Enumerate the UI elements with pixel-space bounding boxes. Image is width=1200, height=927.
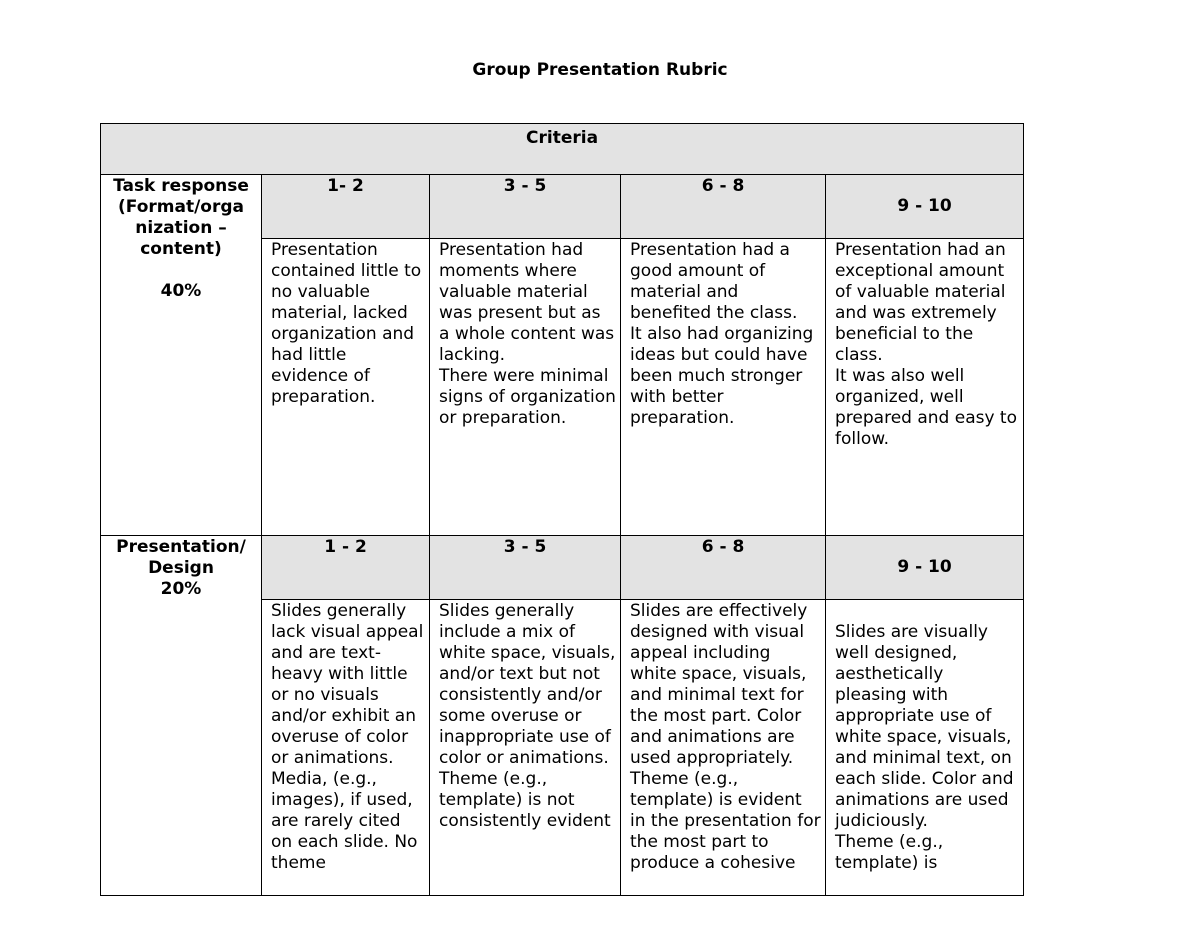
- description-text: Presentation contained little to no valuable material, lacked organization and had little evidence of preparation.: [271, 240, 422, 407]
- description-text: There were minimal signs of organization or preparation.: [439, 366, 616, 428]
- description-text: Theme (e.g., template) is evident in the presentation for the most part to produce a cohesive: [630, 769, 821, 873]
- description-cell: [262, 239, 430, 536]
- criterion-weight: 20%: [160, 579, 202, 599]
- score-range: 1- 2: [262, 175, 430, 239]
- score-range: 6 - 8: [621, 175, 826, 239]
- description-text: Theme (e.g., template) is not consistently evident: [439, 769, 611, 831]
- description-text: Slides generally lack visual appeal and are text-heavy with little or no visuals and/or exhibit an overuse of color or animations.: [271, 601, 424, 768]
- criterion-weight: 40%: [160, 281, 202, 301]
- task-response-label-cell: [101, 175, 262, 536]
- score-range: 9 - 10: [826, 536, 1024, 600]
- description-text: Presentation had an exceptional amount of valuable material and was extremely beneficial to the class.: [835, 240, 1006, 365]
- description-text: It was also well organized, well prepared and easy to follow.: [835, 366, 1017, 449]
- score-range: 9 - 10: [826, 175, 1024, 239]
- criteria-header-row: [101, 124, 1024, 175]
- description-text: Media, (e.g., images), if used, are rarely cited on each slide. No theme: [271, 769, 418, 873]
- description-cell: [621, 600, 826, 896]
- description-cell: [430, 239, 621, 536]
- design-score-row: [101, 536, 1024, 600]
- criterion-label: Task response (Format/orga nization – content): [113, 176, 249, 259]
- document-title: Group Presentation Rubric: [472, 60, 728, 80]
- score-range: 3 - 5: [430, 536, 621, 600]
- description-text: Presentation had a good amount of material and benefited the class.: [630, 240, 798, 323]
- description-text: It also had organizing ideas but could have been much stronger with better preparation.: [630, 324, 814, 428]
- score-range: 1 - 2: [262, 536, 430, 600]
- score-range: 6 - 8: [621, 536, 826, 600]
- description-text: Slides are visually well designed, aesthetically pleasing with appropriate use of white space, visuals, and minimal text, on each slide. Color and animations are used judiciously.: [835, 622, 1014, 831]
- description-text: Slides generally include a mix of white space, visuals, and/or text but not consistently and/or some overuse or inappropriate use of color or animations.: [439, 601, 616, 768]
- description-cell: [621, 239, 826, 536]
- description-cell: [262, 600, 430, 896]
- rubric-table: [100, 123, 1024, 896]
- task-response-score-row: [101, 175, 1024, 239]
- criterion-label: Presentation/ Design: [116, 537, 246, 578]
- description-text: Theme (e.g., template) is: [835, 832, 944, 873]
- description-cell: [826, 239, 1024, 536]
- description-cell: [430, 600, 621, 896]
- criteria-header: Criteria: [101, 124, 1024, 175]
- score-range: 3 - 5: [430, 175, 621, 239]
- description-text: Slides are effectively designed with visual appeal including white space, visuals, and minimal text for the most part. Color and animations are used appropriately.: [630, 601, 808, 768]
- description-cell: [826, 600, 1024, 896]
- design-label-cell: [101, 536, 262, 896]
- description-text: Presentation had moments where valuable material was present but as a whole content was lacking.: [439, 240, 615, 365]
